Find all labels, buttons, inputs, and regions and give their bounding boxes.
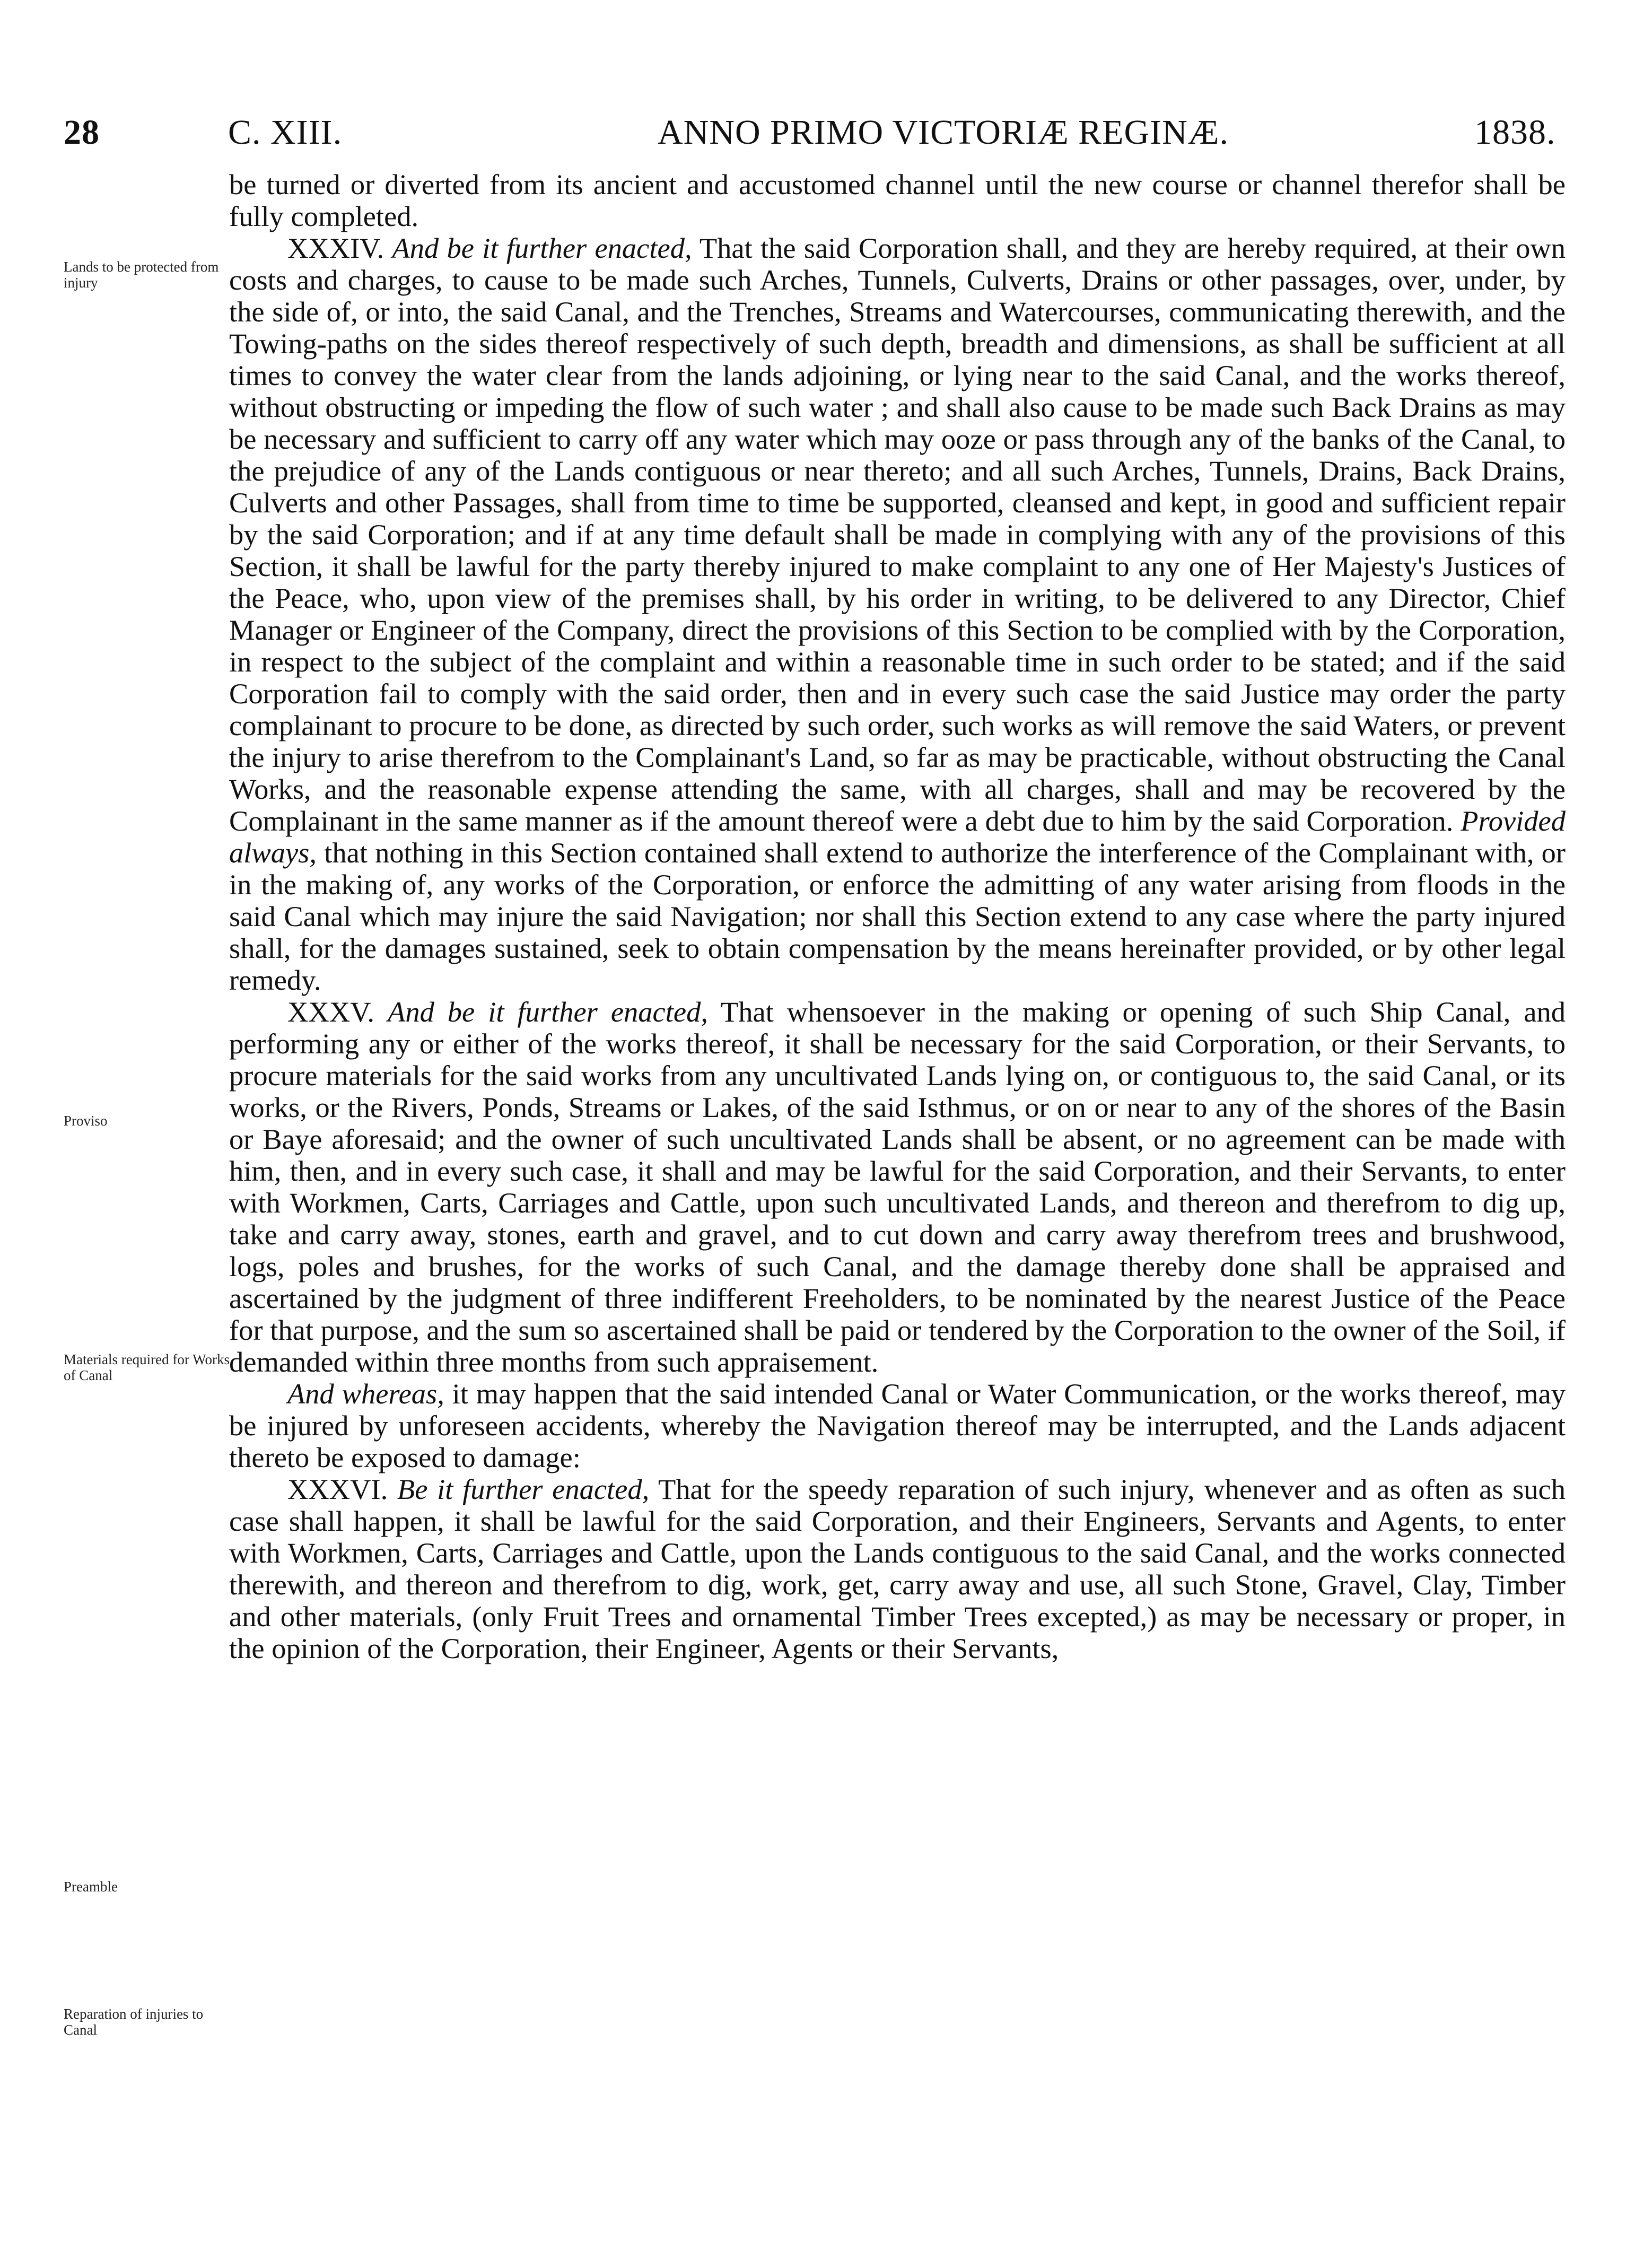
proviso-lead: Provided always, (229, 805, 1566, 869)
preamble-text: it may happen that the said intended Canal or Water Communication, or the works thereof, may be injured by unforeseen accidents, whereby the Navigation thereof may be interrupted, and the Lands adjacent thereto be exposed to damage: (229, 1377, 1566, 1473)
section-number: XXXVI. (287, 1473, 388, 1505)
margin-note-materials: Materials required for Works of Canal (64, 1351, 230, 1383)
year: 1838. (1474, 113, 1556, 152)
margin-note-lands-protected: Lands to be protected from injury (64, 259, 219, 291)
section-number: XXXIV. (287, 232, 384, 264)
running-head (64, 112, 1556, 160)
margin-note-reparation: Reparation of injuries to Canal (64, 2006, 204, 2038)
margin-note-preamble: Preamble (64, 1879, 118, 1895)
section-36 (229, 1473, 1566, 1664)
section-text: That for the speedy reparation of such injury, whenever and as often as such case shall happen, it shall be lawful for the said Corporation, and their Engineers, Servants and Agents, to enter with Workmen, Carts, Carriages and Cattle, upon the Lands contiguous to the said Canal, and the works connected therewith, and thereon and therefrom to dig, work, get, carry away and use, all such Stone, Gravel, Clay, Timber and other materials, (only Fruit Trees and ornamental Timber Trees excepted,) as may be necessary or proper, in the opinion of the Corporation, their Engineer, Agents or their Servants, (229, 1473, 1566, 1664)
page-number: 28 (64, 113, 100, 152)
proviso-text: that nothing in this Section contained shall extend to authorize the interference of the Complainant with, or in the making of, any works of the Corporation, or enforce the admitting of any water arising from floods in the said Canal which may injure the said Navigation; nor shall this Section extend to any case where the party injured shall, for the damages sustained, seek to obtain compensation by the means hereinafter provided, or by other legal remedy. (229, 836, 1566, 996)
preamble-paragraph (229, 1378, 1566, 1473)
running-title: ANNO PRIMO VICTORIÆ REGINÆ. (658, 113, 1229, 152)
enacting-clause: And be it further enacted, (392, 232, 692, 264)
section-text: That the said Corporation shall, and they are hereby required, at their own costs and charges, to cause to be made such Arches, Tunnels, Culverts, Drains or other passages, over, under, by the side of, or into, the said Canal, and the Trenches, Streams and Watercourses, communicating therewith, and the Towing-paths on the sides thereof respectively of such depth, breadth and dimensions, as shall be sufficient at all times to convey the water clear from the lands adjoining, or lying near to the said Canal, and the works thereof, without obstructing or impeding the flow of such water ; and shall also cause to be made such Back Drains as may be necessary and sufficient to carry off any water which may ooze or pass through any of the banks of the Canal, to the prejudice of any of the Lands contiguous or near thereto; and all such Arches, Tunnels, Drains, Back Drains, Culverts and other Passages, shall from time to time be supported, cleansed and kept, in good and sufficient repair by the said Corporation; and if at any time default shall be made in complying with any of the provisions of this Section, it shall be lawful for the party thereby injured to make complaint to any one of Her Majesty's Justices of the Peace, who, upon view of the premises shall, by his order in writing, to be delivered to any Director, Chief Manager or Engineer of the Company, direct the provisions of this Section to be complied with by the Corporation, in respect to the subject of the complaint and within a reasonable time in such order to be stated; and if the said Corporation fail to comply with the said order, then and in every such case the said Justice may order the party complainant to procure to be done, as directed by such order, such works as will remove the said Waters, or prevent the injury to arise therefrom to the Complainant's Land, so far as may be practicable, without obstructing the Canal Works, and the reasonable expense attending the same, with all charges, shall and may be recovered by the Complainant in the same manner as if the amount thereof were a debt due to him by the said Corporation. (229, 232, 1566, 837)
chapter-number: C. XIII. (228, 113, 343, 152)
section-35 (229, 996, 1566, 1378)
margin-note-proviso: Proviso (64, 1113, 108, 1129)
section-34 (229, 232, 1566, 996)
paragraph-continued: be turned or diverted from its ancient and accustomed channel until the new course or channel therefor shall be fully completed. (229, 169, 1566, 232)
body-text (229, 169, 1566, 2237)
section-text: That whensoever in the making or opening of such Ship Canal, and performing any or either of the works thereof, it shall be necessary for the said Corporation, or their Servants, to procure materials for the said works from any uncultivated Lands lying on, or contiguous to, the said Canal, or its works, or the Rivers, Ponds, Streams or Lakes, of the said Isthmus, or on or near to any of the shores of the Basin or Baye aforesaid; and the owner of such uncultivated Lands shall be absent, or no agreement can be made with him, then, and in every such case, it shall and may be lawful for the said Corporation, and their Servants, to enter with Workmen, Carts, Carriages and Cattle, upon such uncultivated Lands, and thereon and therefrom to dig up, take and carry away, stones, earth and gravel, and to cut down and carry away therefrom trees and brushwood, logs, poles and brushes, for the works of such Canal, and the damage thereby done shall be appraised and ascertained by the judgment of three indifferent Freeholders, to be nominated by the nearest Justice of the Peace for that purpose, and the sum so ascertained shall be paid or tendered by the Corporation to the owner of the Soil, if demanded within three months from such appraisement. (229, 996, 1566, 1378)
enacting-clause: And be it further enacted, (388, 996, 708, 1028)
section-number: XXXV. (287, 996, 375, 1028)
enacting-clause: Be it further enacted, (397, 1473, 650, 1505)
preamble-lead: And whereas, (287, 1377, 444, 1410)
